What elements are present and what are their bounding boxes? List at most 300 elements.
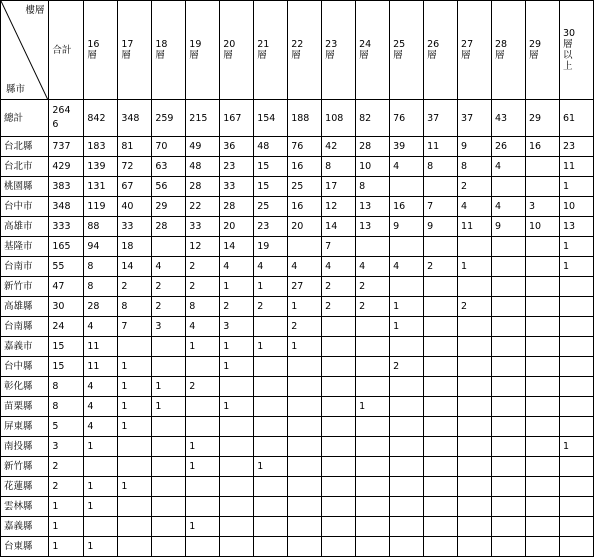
- table-cell: 94: [84, 237, 118, 257]
- floor-header-part: 25: [393, 39, 406, 50]
- table-cell: [458, 397, 492, 417]
- county-axis-label: 縣市: [6, 84, 26, 95]
- table-row: [1, 437, 594, 457]
- county-name: 台中縣: [1, 357, 49, 377]
- table-cell: [525, 237, 559, 257]
- county-total: 5: [49, 417, 84, 437]
- table-cell: [525, 377, 559, 397]
- header-row: [1, 1, 594, 100]
- table-cell: 25: [254, 197, 288, 217]
- table-cell: [322, 477, 356, 497]
- table-cell: [220, 477, 254, 497]
- table-cell: [322, 417, 356, 437]
- grand-total-floor-value: 167: [220, 100, 254, 137]
- table-cell: 13: [356, 217, 390, 237]
- table-cell: [492, 277, 526, 297]
- floor-column-header: [288, 1, 322, 100]
- table-cell: [220, 457, 254, 477]
- floor-column-header: [525, 1, 559, 100]
- table-cell: 39: [390, 137, 424, 157]
- table-cell: [559, 297, 593, 317]
- table-cell: [288, 457, 322, 477]
- table-cell: 1: [152, 377, 186, 397]
- floor-header-part: 層: [189, 50, 199, 61]
- floor-header-part: 24: [359, 39, 372, 50]
- table-cell: 2: [186, 377, 220, 397]
- table-cell: [525, 417, 559, 437]
- table-cell: 1: [458, 257, 492, 277]
- table-cell: 1: [118, 397, 152, 417]
- table-cell: 1: [559, 437, 593, 457]
- table-cell: [492, 237, 526, 257]
- table-cell: 4: [322, 257, 356, 277]
- grand-total-floor-value: 188: [288, 100, 322, 137]
- table-cell: 4: [152, 257, 186, 277]
- table-cell: 23: [559, 137, 593, 157]
- table-cell: [390, 237, 424, 257]
- table-cell: 11: [84, 357, 118, 377]
- county-name: 屏東縣: [1, 417, 49, 437]
- table-cell: [152, 417, 186, 437]
- table-cell: [84, 457, 118, 477]
- table-cell: 9: [424, 217, 458, 237]
- grand-total-value: [49, 100, 84, 137]
- table-cell: [288, 377, 322, 397]
- table-cell: [424, 317, 458, 337]
- county-name: 新竹縣: [1, 457, 49, 477]
- floor-header-part: 22: [291, 39, 304, 50]
- table-cell: [525, 157, 559, 177]
- table-cell: 2: [288, 317, 322, 337]
- floor-column-header: [559, 1, 593, 100]
- floor-column-header: [254, 1, 288, 100]
- table-cell: 4: [390, 157, 424, 177]
- table-cell: 139: [84, 157, 118, 177]
- floor-header-part: 層: [155, 50, 165, 61]
- table-cell: [220, 537, 254, 557]
- table-cell: [220, 437, 254, 457]
- table-cell: [492, 437, 526, 457]
- county-total: 30: [49, 297, 84, 317]
- table-cell: [356, 377, 390, 397]
- table-cell: [356, 317, 390, 337]
- table-cell: 13: [559, 217, 593, 237]
- table-cell: [390, 417, 424, 437]
- county-total: 737: [49, 137, 84, 157]
- table-cell: [288, 517, 322, 537]
- table-cell: 1: [84, 497, 118, 517]
- table-cell: 1: [118, 377, 152, 397]
- table-cell: [118, 337, 152, 357]
- floor-header-part: 19: [189, 39, 202, 50]
- table-cell: 1: [356, 397, 390, 417]
- county-name: 苗栗縣: [1, 397, 49, 417]
- county-name: 台北市: [1, 157, 49, 177]
- table-cell: [356, 237, 390, 257]
- table-cell: 28: [84, 297, 118, 317]
- table-cell: [322, 457, 356, 477]
- county-name: 台中市: [1, 197, 49, 217]
- table-cell: [356, 417, 390, 437]
- table-cell: [492, 257, 526, 277]
- grand-total-floor-value: 82: [356, 100, 390, 137]
- floor-header-part: 26: [427, 39, 440, 50]
- table-cell: 8: [118, 297, 152, 317]
- table-cell: [186, 477, 220, 497]
- table-row: [1, 177, 594, 197]
- floor-axis-label: 樓層: [25, 5, 45, 16]
- table-cell: 1: [220, 397, 254, 417]
- table-row: [1, 317, 594, 337]
- table-cell: 8: [424, 157, 458, 177]
- grand-total-floor-value: 154: [254, 100, 288, 137]
- table-cell: 28: [356, 137, 390, 157]
- table-cell: 3: [525, 197, 559, 217]
- table-cell: [559, 277, 593, 297]
- county-total: 55: [49, 257, 84, 277]
- table-cell: [322, 397, 356, 417]
- table-row: [1, 397, 594, 417]
- table-cell: [424, 177, 458, 197]
- table-cell: 12: [322, 197, 356, 217]
- table-cell: [492, 357, 526, 377]
- floor-column-header: [390, 1, 424, 100]
- table-cell: [288, 237, 322, 257]
- table-cell: 7: [424, 197, 458, 217]
- table-cell: 40: [118, 197, 152, 217]
- county-total: 47: [49, 277, 84, 297]
- county-total: 15: [49, 357, 84, 377]
- county-name: 南投縣: [1, 437, 49, 457]
- table-cell: 1: [84, 437, 118, 457]
- table-cell: [220, 417, 254, 437]
- table-cell: 17: [322, 177, 356, 197]
- table-cell: 2: [118, 277, 152, 297]
- table-cell: [254, 377, 288, 397]
- table-cell: 8: [84, 257, 118, 277]
- table-cell: 33: [118, 217, 152, 237]
- table-cell: [356, 337, 390, 357]
- table-cell: [559, 497, 593, 517]
- table-cell: [525, 297, 559, 317]
- table-cell: 19: [254, 237, 288, 257]
- table-cell: 2: [356, 277, 390, 297]
- county-name: 台北縣: [1, 137, 49, 157]
- table-cell: [424, 497, 458, 517]
- table-cell: 10: [559, 197, 593, 217]
- table-cell: [559, 397, 593, 417]
- table-cell: [118, 437, 152, 457]
- table-cell: 28: [186, 177, 220, 197]
- county-total: 348: [49, 197, 84, 217]
- table-cell: 70: [152, 137, 186, 157]
- table-cell: 4: [254, 257, 288, 277]
- table-cell: [525, 337, 559, 357]
- table-cell: 1: [118, 357, 152, 377]
- table-cell: [288, 437, 322, 457]
- table-cell: 76: [288, 137, 322, 157]
- table-cell: [390, 457, 424, 477]
- county-total: 24: [49, 317, 84, 337]
- table-cell: [458, 497, 492, 517]
- table-cell: [356, 477, 390, 497]
- table-row: [1, 297, 594, 317]
- table-cell: [424, 417, 458, 437]
- table-cell: [322, 337, 356, 357]
- county-total: 8: [49, 397, 84, 417]
- table-cell: [424, 437, 458, 457]
- table-cell: [288, 417, 322, 437]
- table-cell: 1: [186, 437, 220, 457]
- table-cell: [559, 417, 593, 437]
- table-cell: 16: [525, 137, 559, 157]
- floor-header-part: 層: [528, 50, 539, 61]
- table-cell: [152, 517, 186, 537]
- table-cell: [118, 517, 152, 537]
- table-cell: [492, 337, 526, 357]
- table-row: [1, 237, 594, 257]
- county-name: 雲林縣: [1, 497, 49, 517]
- table-cell: [254, 317, 288, 337]
- table-cell: 26: [492, 137, 526, 157]
- table-cell: [424, 237, 458, 257]
- table-cell: 4: [458, 197, 492, 217]
- table-cell: [322, 537, 356, 557]
- table-cell: [356, 457, 390, 477]
- table-cell: 2: [424, 257, 458, 277]
- table-cell: 1: [152, 397, 186, 417]
- grand-total-floor-value: 37: [424, 100, 458, 137]
- table-cell: [322, 377, 356, 397]
- table-cell: 1: [288, 297, 322, 317]
- table-row: [1, 357, 594, 377]
- grand-total-floor-value: 43: [492, 100, 526, 137]
- floor-header-part: 29: [528, 39, 542, 50]
- floor-header-part: 21: [257, 39, 270, 50]
- table-cell: [458, 277, 492, 297]
- county-total: 15: [49, 337, 84, 357]
- table-row: [1, 157, 594, 177]
- table-cell: 1: [186, 517, 220, 537]
- table-cell: 1: [254, 277, 288, 297]
- county-total: 2: [49, 477, 84, 497]
- table-cell: [254, 497, 288, 517]
- table-cell: [322, 357, 356, 377]
- table-body: [1, 1, 594, 557]
- table-cell: 1: [220, 337, 254, 357]
- floor-header-part: 27: [461, 39, 474, 50]
- floor-header-part: 層: [223, 50, 233, 61]
- table-cell: 4: [492, 197, 526, 217]
- table-cell: 2: [458, 177, 492, 197]
- table-cell: [424, 537, 458, 557]
- table-cell: 2: [186, 257, 220, 277]
- table-cell: [254, 417, 288, 437]
- table-cell: 10: [356, 157, 390, 177]
- table-row: [1, 197, 594, 217]
- table-cell: 14: [220, 237, 254, 257]
- county-total: 1: [49, 517, 84, 537]
- table-cell: [492, 297, 526, 317]
- table-cell: 4: [84, 317, 118, 337]
- table-cell: 1: [559, 257, 593, 277]
- table-cell: 48: [254, 137, 288, 157]
- table-cell: [525, 277, 559, 297]
- floor-header-part: 17: [121, 39, 134, 50]
- table-cell: 10: [525, 217, 559, 237]
- table-cell: 11: [84, 337, 118, 357]
- table-cell: [525, 517, 559, 537]
- table-cell: 7: [118, 317, 152, 337]
- table-cell: [322, 497, 356, 517]
- grand-total-part: 6: [52, 119, 59, 130]
- table-cell: 20: [288, 217, 322, 237]
- table-cell: [525, 477, 559, 497]
- table-cell: 14: [322, 217, 356, 237]
- table-cell: [288, 537, 322, 557]
- table-cell: [458, 357, 492, 377]
- table-cell: 18: [118, 237, 152, 257]
- table-row: [1, 277, 594, 297]
- table-row: [1, 457, 594, 477]
- table-cell: 2: [152, 277, 186, 297]
- floor-header-part: 28: [495, 39, 508, 50]
- table-cell: 56: [152, 177, 186, 197]
- table-cell: [288, 357, 322, 377]
- table-cell: [492, 377, 526, 397]
- table-cell: [322, 437, 356, 457]
- table-cell: 1: [220, 277, 254, 297]
- floor-column-header: [220, 1, 254, 100]
- county-total: 383: [49, 177, 84, 197]
- table-cell: 4: [492, 157, 526, 177]
- floor-header-part: 層: [121, 50, 131, 61]
- table-cell: [492, 317, 526, 337]
- floor-header-part: 層: [393, 50, 403, 61]
- table-cell: [390, 177, 424, 197]
- table-cell: [559, 477, 593, 497]
- table-cell: [254, 537, 288, 557]
- table-cell: 14: [118, 257, 152, 277]
- table-cell: [458, 377, 492, 397]
- table-cell: [288, 397, 322, 417]
- floor-column-header: [458, 1, 492, 100]
- table-cell: [254, 517, 288, 537]
- county-name: 高雄縣: [1, 297, 49, 317]
- table-cell: 2: [152, 297, 186, 317]
- table-cell: [458, 437, 492, 457]
- table-cell: 20: [220, 217, 254, 237]
- county-name: 台南市: [1, 257, 49, 277]
- table-cell: 7: [322, 237, 356, 257]
- table-cell: 67: [118, 177, 152, 197]
- table-cell: [559, 457, 593, 477]
- table-cell: [525, 497, 559, 517]
- table-cell: 1: [186, 337, 220, 357]
- table-cell: 63: [152, 157, 186, 177]
- county-total: 8: [49, 377, 84, 397]
- table-cell: 11: [458, 217, 492, 237]
- total-column-header: 合計: [49, 1, 84, 100]
- table-cell: 1: [390, 297, 424, 317]
- county-total: 1: [49, 537, 84, 557]
- floor-column-header: [84, 1, 118, 100]
- table-cell: 3: [152, 317, 186, 337]
- table-cell: [424, 337, 458, 357]
- floor-header-part: 上: [562, 61, 573, 72]
- table-cell: [424, 397, 458, 417]
- table-cell: 2: [390, 357, 424, 377]
- table-row: [1, 257, 594, 277]
- table-cell: [559, 317, 593, 337]
- table-cell: [458, 517, 492, 537]
- grand-total-floor-value: 76: [390, 100, 424, 137]
- table-cell: 1: [254, 457, 288, 477]
- table-cell: [152, 537, 186, 557]
- table-cell: [390, 497, 424, 517]
- table-cell: 4: [84, 417, 118, 437]
- table-cell: 33: [186, 217, 220, 237]
- table-cell: [152, 357, 186, 377]
- table-cell: 8: [322, 157, 356, 177]
- county-total: 429: [49, 157, 84, 177]
- table-cell: [492, 497, 526, 517]
- table-cell: [118, 537, 152, 557]
- table-cell: [390, 537, 424, 557]
- table-cell: [322, 317, 356, 337]
- corner-cell: [1, 1, 49, 100]
- table-cell: [186, 417, 220, 437]
- grand-total-part: 264: [52, 105, 71, 116]
- county-name: 嘉義市: [1, 337, 49, 357]
- table-cell: 1: [186, 457, 220, 477]
- table-cell: 9: [492, 217, 526, 237]
- county-name: 台東縣: [1, 537, 49, 557]
- table-cell: 13: [356, 197, 390, 217]
- table-row: [1, 137, 594, 157]
- table-cell: 1: [84, 537, 118, 557]
- grand-total-floor-value: 29: [525, 100, 559, 137]
- table-cell: [186, 397, 220, 417]
- table-cell: 4: [220, 257, 254, 277]
- table-cell: 8: [356, 177, 390, 197]
- floor-header-part: 層: [257, 50, 267, 61]
- table-cell: 88: [84, 217, 118, 237]
- table-cell: [118, 457, 152, 477]
- table-cell: [525, 397, 559, 417]
- table-cell: [492, 537, 526, 557]
- table-cell: [186, 537, 220, 557]
- table-cell: [424, 377, 458, 397]
- floor-header-part: 以: [562, 50, 573, 61]
- table-cell: 2: [220, 297, 254, 317]
- table-cell: [559, 537, 593, 557]
- grand-total-row: [1, 100, 594, 137]
- floor-header-part: 30: [562, 28, 576, 39]
- table-cell: [152, 497, 186, 517]
- table-cell: [424, 357, 458, 377]
- table-cell: 25: [288, 177, 322, 197]
- table-cell: [424, 477, 458, 497]
- table-cell: [390, 377, 424, 397]
- table-cell: 28: [152, 217, 186, 237]
- table-cell: [152, 457, 186, 477]
- table-cell: 1: [288, 337, 322, 357]
- table-cell: [390, 337, 424, 357]
- table-cell: [492, 477, 526, 497]
- table-cell: [322, 517, 356, 537]
- table-cell: 2: [254, 297, 288, 317]
